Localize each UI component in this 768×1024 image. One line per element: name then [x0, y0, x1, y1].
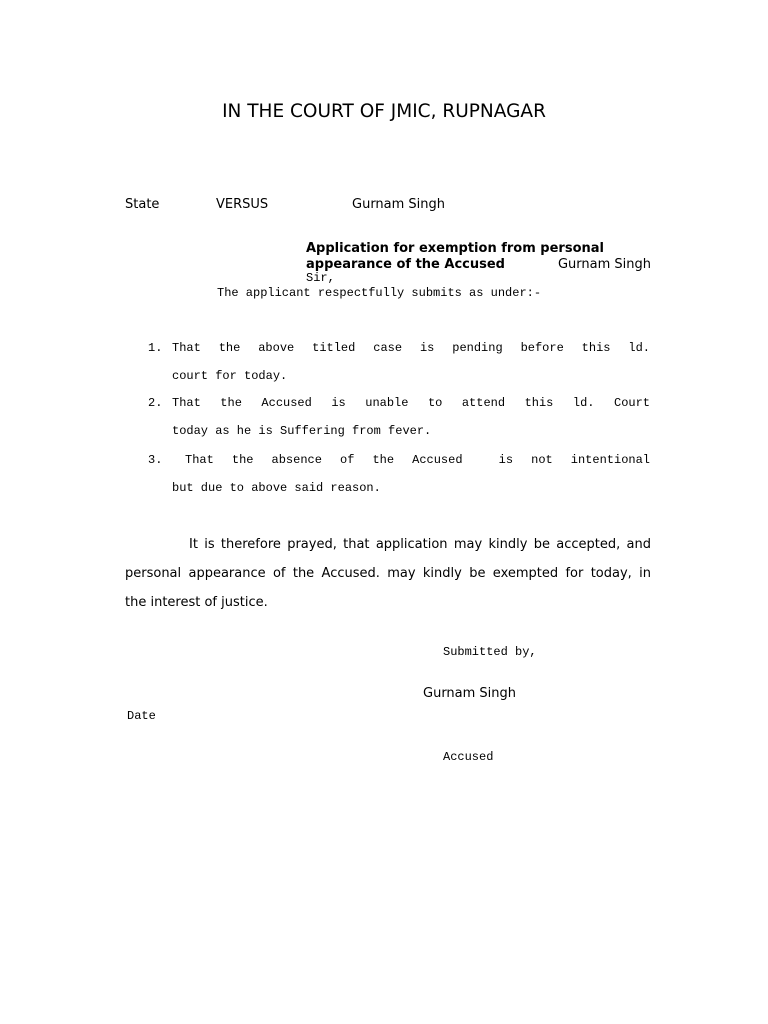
point-line: That the Accused is unable to attend this ld. Court: [172, 396, 650, 410]
submitted-by: Submitted by,: [443, 645, 537, 659]
party-state: State: [125, 197, 160, 212]
application-heading-subject: appearance of the Accused: [306, 257, 505, 272]
point-line: court for today.: [172, 369, 288, 383]
point-line: today as he is Suffering from fever.: [172, 424, 432, 438]
point-number: 1.: [148, 341, 163, 355]
versus-label: VERSUS: [216, 197, 269, 212]
point-line: but due to above said reason.: [172, 481, 381, 495]
point-line: That the absence of the Accused is not intentional: [185, 453, 650, 467]
prayer-line: It is therefore prayed, that application may kindly be accepted, and: [189, 537, 651, 552]
signatory-name: Gurnam Singh: [423, 686, 517, 701]
application-heading-name: Gurnam Singh: [557, 257, 651, 272]
point-number: 2.: [148, 396, 163, 410]
prayer-line: the interest of justice.: [125, 595, 268, 610]
party-accused: Gurnam Singh: [352, 197, 446, 212]
intro-text: The applicant respectfully submits as under:-: [217, 286, 542, 300]
prayer-line: personal appearance of the Accused. may kindly be exempted for today, in: [125, 566, 651, 581]
application-heading-line1: Application for exemption from personal: [306, 241, 604, 256]
application-heading: [306, 241, 651, 273]
signatory-role: Accused: [443, 750, 494, 764]
salutation: Sir,: [306, 271, 335, 285]
point-number: 3.: [148, 453, 163, 467]
point-line: That the above titled case is pending before this ld.: [172, 341, 650, 355]
date-label: Date: [127, 709, 156, 723]
court-title: IN THE COURT OF JMIC, RUPNAGAR: [222, 101, 546, 122]
application-heading-line2: [306, 257, 651, 273]
